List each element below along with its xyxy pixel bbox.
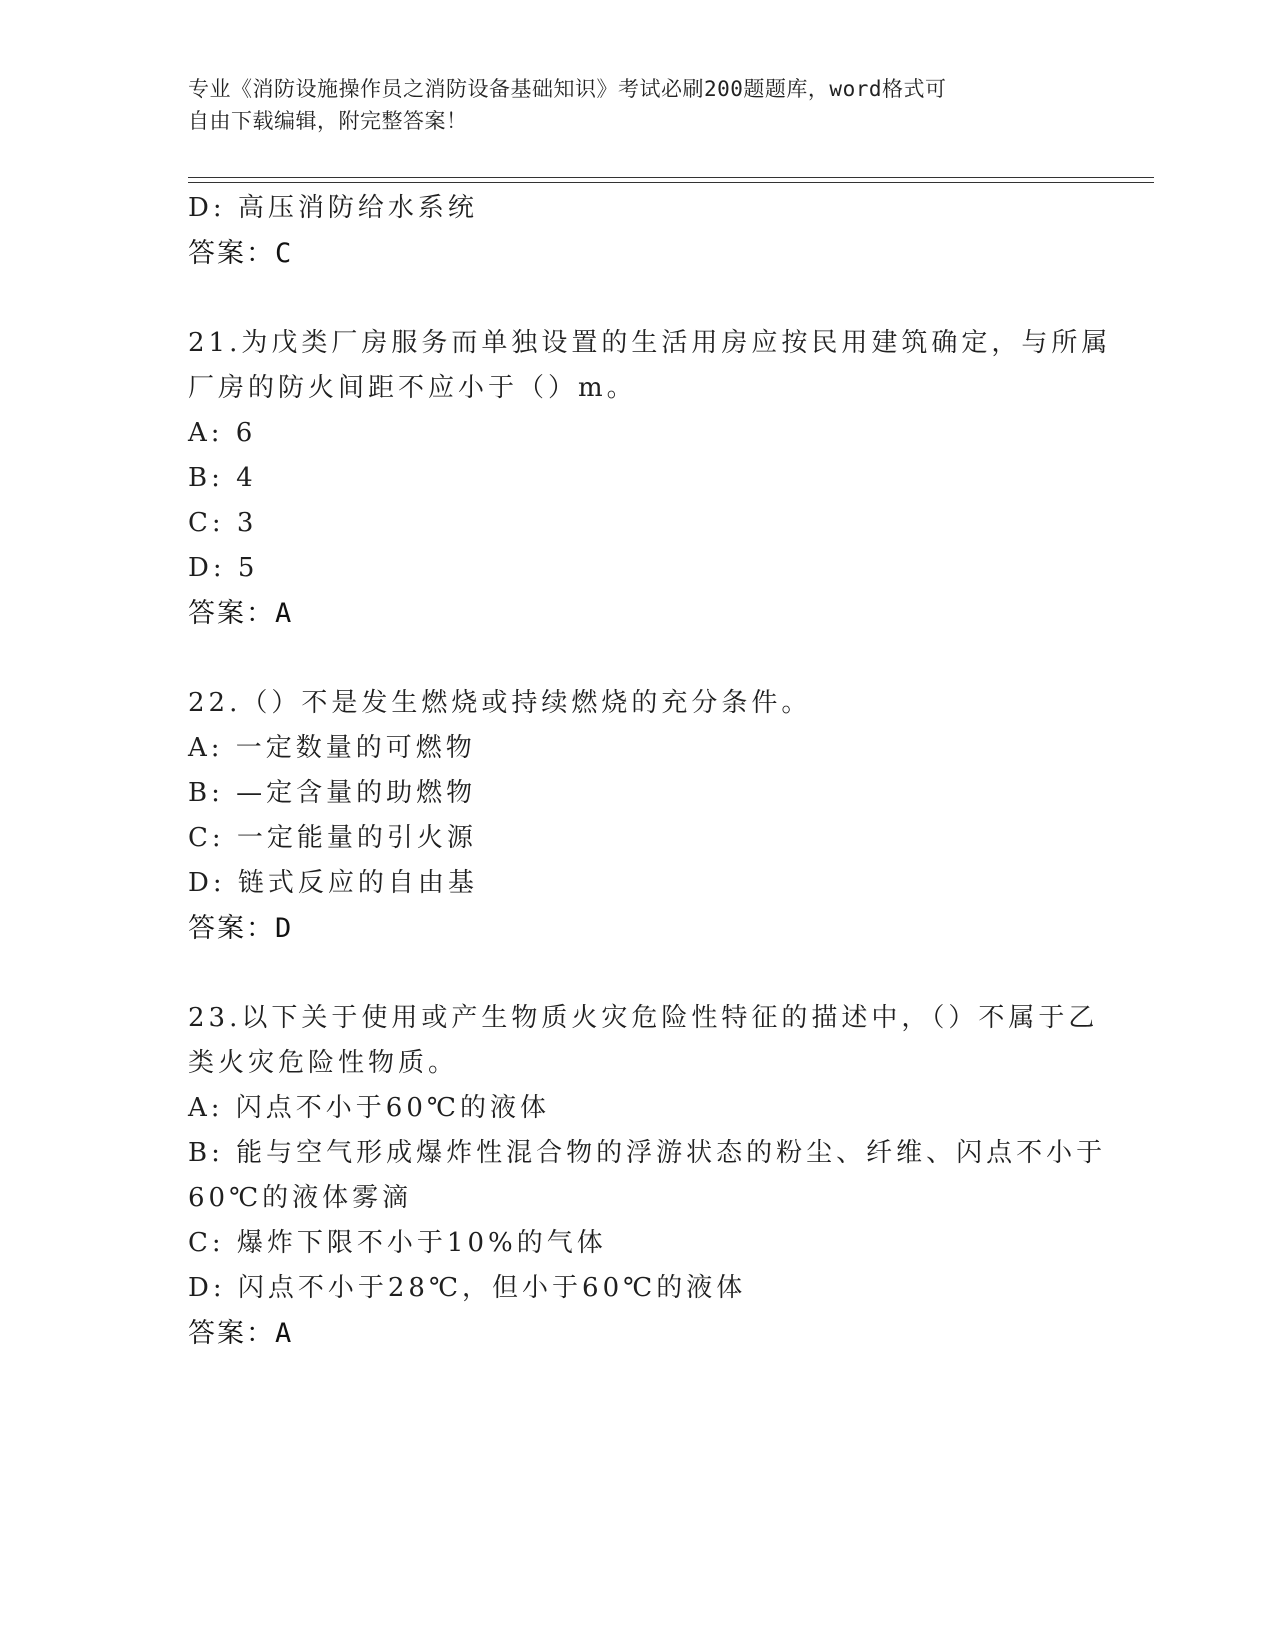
option-c: C: 一定能量的引火源 [188,823,477,853]
option-a: A: 6 [188,418,257,448]
option-a: A: 闪点不小于60℃的液体 [188,1093,550,1123]
header-title-line-1: 专业《消防设施操作员之消防设备基础知识》考试必刷200题题库，word格式可 [188,77,947,101]
option-c: C: 爆炸下限不小于10%的气体 [188,1228,607,1258]
option-d: D: 链式反应的自由基 [188,868,478,898]
question-list [188,186,1112,1356]
header-title-line-2: 自由下载编辑，附完整答案！ [188,109,468,133]
spacer [188,636,1088,681]
question-stem: 类火灾危险性物质。 [188,1048,459,1078]
option-d: D: 高压消防给水系统 [188,193,478,223]
question-stem: 21.为戊类厂房服务而单独设置的生活用房应按民用建筑确定，与所属 [188,328,1112,358]
question-23 [188,996,1107,1356]
spacer [188,276,1088,321]
question-20-tail [188,186,1088,276]
answer-line: 答案：C [188,238,294,269]
answer-line: 答案：D [188,913,294,944]
answer-line: 答案：A [188,598,294,629]
question-stem: 22.（）不是发生燃烧或持续燃烧的充分条件。 [188,688,812,718]
option-c: C: 3 [188,508,258,538]
spacer [188,951,1088,996]
option-a: A: 一定数量的可燃物 [188,733,476,763]
document-header [188,73,1068,137]
option-b: B: 4 [188,463,257,493]
option-d: D: 5 [188,553,259,583]
question-22 [188,681,1088,951]
question-stem: 23.以下关于使用或产生物质火灾危险性特征的描述中，（）不属于乙 [188,1003,1099,1033]
header-divider-top [188,177,1154,178]
header-divider-bottom [188,182,1154,183]
option-b: B: —定含量的助燃物 [188,778,477,808]
option-d: D: 闪点不小于28℃，但小于60℃的液体 [188,1273,747,1303]
question-21 [188,321,1112,636]
answer-line: 答案：A [188,1318,294,1349]
question-stem: 厂房的防火间距不应小于（）m。 [188,373,637,403]
option-b: B: 能与空气形成爆炸性混合物的浮游状态的粉尘、纤维、闪点不小于 [188,1138,1107,1168]
option-b-continued: 60℃的液体雾滴 [188,1183,413,1213]
